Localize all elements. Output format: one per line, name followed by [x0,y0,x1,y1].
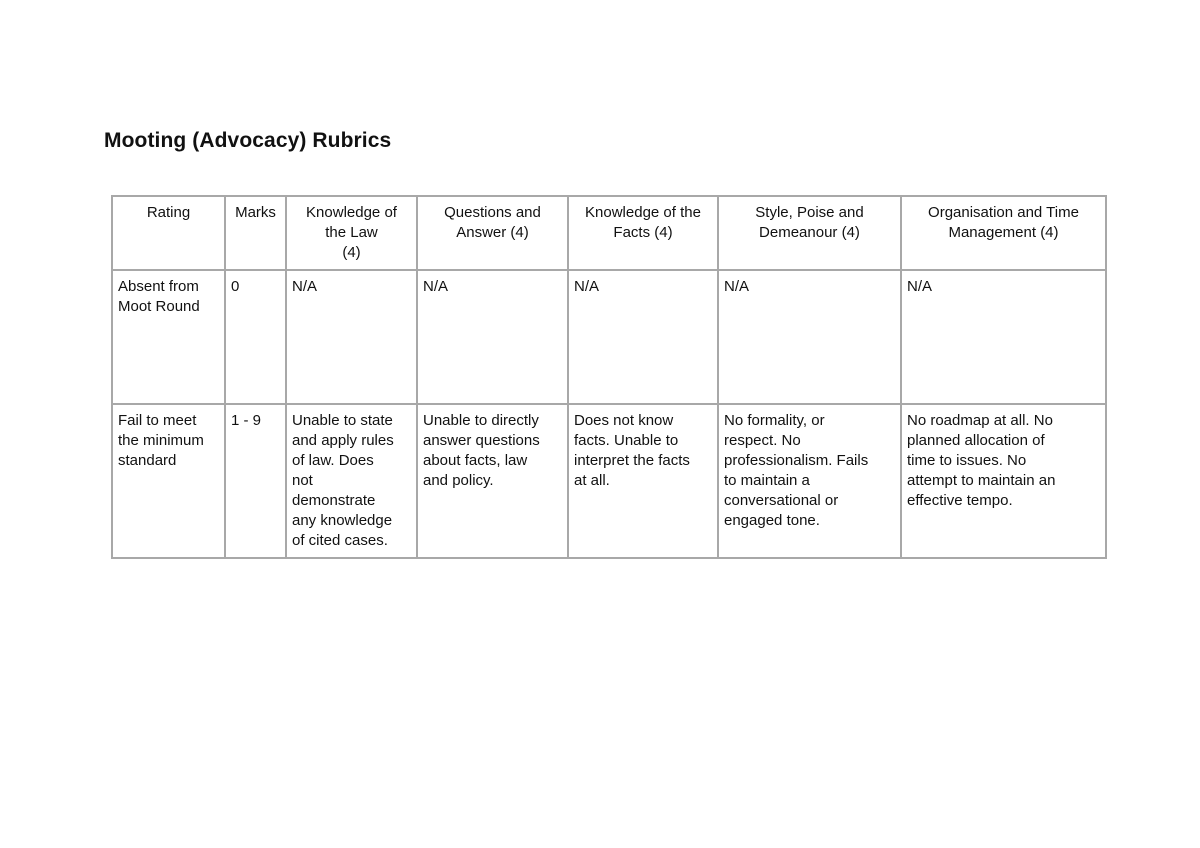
cell-text-line: of law. Does [292,452,374,469]
cell-text-line: Moot Round [118,298,200,315]
cell-text-line: Demeanour (4) [759,224,860,241]
cell-text-line: N/A [907,278,933,295]
cell-marks [225,270,286,404]
cell-text-line: and policy. [423,472,494,489]
cell-text-line: Management (4) [948,224,1059,241]
cell-knowledge-of-law [286,270,417,404]
cell-text-line: Unable to state [292,412,393,429]
cell-knowledge-of-law [286,404,417,558]
cell-text-line: Organisation and Time [928,204,1079,221]
cell-text-line: Facts (4) [613,224,673,241]
cell-text-line: planned allocation of [907,432,1045,449]
cell-text-line: attempt to maintain an [907,472,1056,489]
header-organisation-time-management [901,196,1106,270]
cell-text-line: professionalism. Fails [724,452,869,469]
cell-text-line: demonstrate [292,492,376,509]
table-row-fail [112,404,1106,558]
cell-text-line: standard [118,452,177,469]
cell-text-line: at all. [574,472,610,489]
cell-text-line: about facts, law [423,452,528,469]
cell-text-line: Answer (4) [456,224,529,241]
document-title: Mooting (Advocacy) Rubrics [104,129,392,152]
cell-text-line: Rating [146,204,191,221]
cell-text-line: time to issues. No [907,452,1027,469]
cell-text-line: 1 - 9 [231,412,262,429]
cell-knowledge-of-facts [568,270,718,404]
header-style-poise-demeanour [718,196,901,270]
cell-text-line: Knowledge of [306,204,397,221]
cell-rating [112,270,225,404]
header-knowledge-of-law [286,196,417,270]
cell-text-line: engaged tone. [724,512,820,529]
cell-text-line: Marks [235,204,276,221]
cell-text-line: the Law [325,224,378,241]
cell-text-line: and apply rules [292,432,394,449]
cell-text-line: N/A [574,278,600,295]
table-row-absent [112,270,1106,404]
cell-text-line: No roadmap at all. No [907,412,1053,429]
cell-text-line: Fail to meet [118,412,197,429]
cell-knowledge-of-facts [568,404,718,558]
cell-text-line: conversational or [724,492,839,509]
cell-text-line: N/A [423,278,449,295]
cell-text-line: N/A [292,278,318,295]
cell-text-line: 0 [231,278,240,295]
cell-text-line: Questions and [444,204,541,221]
cell-text-line: any knowledge [292,512,393,529]
cell-text-line: the minimum [118,432,204,449]
cell-text-line: Unable to directly [423,412,539,429]
cell-text-line: of cited cases. [292,532,388,549]
cell-text-line: not [292,472,313,489]
rubric-table [111,195,1107,559]
cell-text-line: to maintain a [724,472,810,489]
cell-text-line: effective tempo. [907,492,1013,509]
cell-text-line: answer questions [423,432,540,449]
cell-style-poise-demeanour [718,404,901,558]
cell-text-line: facts. Unable to [574,432,679,449]
cell-organisation-time-management [901,404,1106,558]
cell-text-line: N/A [724,278,750,295]
cell-text-line: Absent from [118,278,199,295]
cell-questions-and-answer [417,404,568,558]
cell-text-line: Does not know [574,412,674,429]
header-knowledge-of-facts [568,196,718,270]
header-marks [225,196,286,270]
header-questions-and-answer [417,196,568,270]
cell-organisation-time-management [901,270,1106,404]
cell-style-poise-demeanour [718,270,901,404]
cell-text-line: Knowledge of the [585,204,701,221]
cell-questions-and-answer [417,270,568,404]
cell-marks [225,404,286,558]
cell-text-line: interpret the facts [574,452,690,469]
cell-text-line: Style, Poise and [755,204,864,221]
cell-text-line: (4) [342,244,361,261]
cell-rating [112,404,225,558]
cell-text-line: No formality, or [724,412,825,429]
header-rating [112,196,225,270]
cell-text-line: respect. No [724,432,801,449]
header-row [112,196,1106,270]
